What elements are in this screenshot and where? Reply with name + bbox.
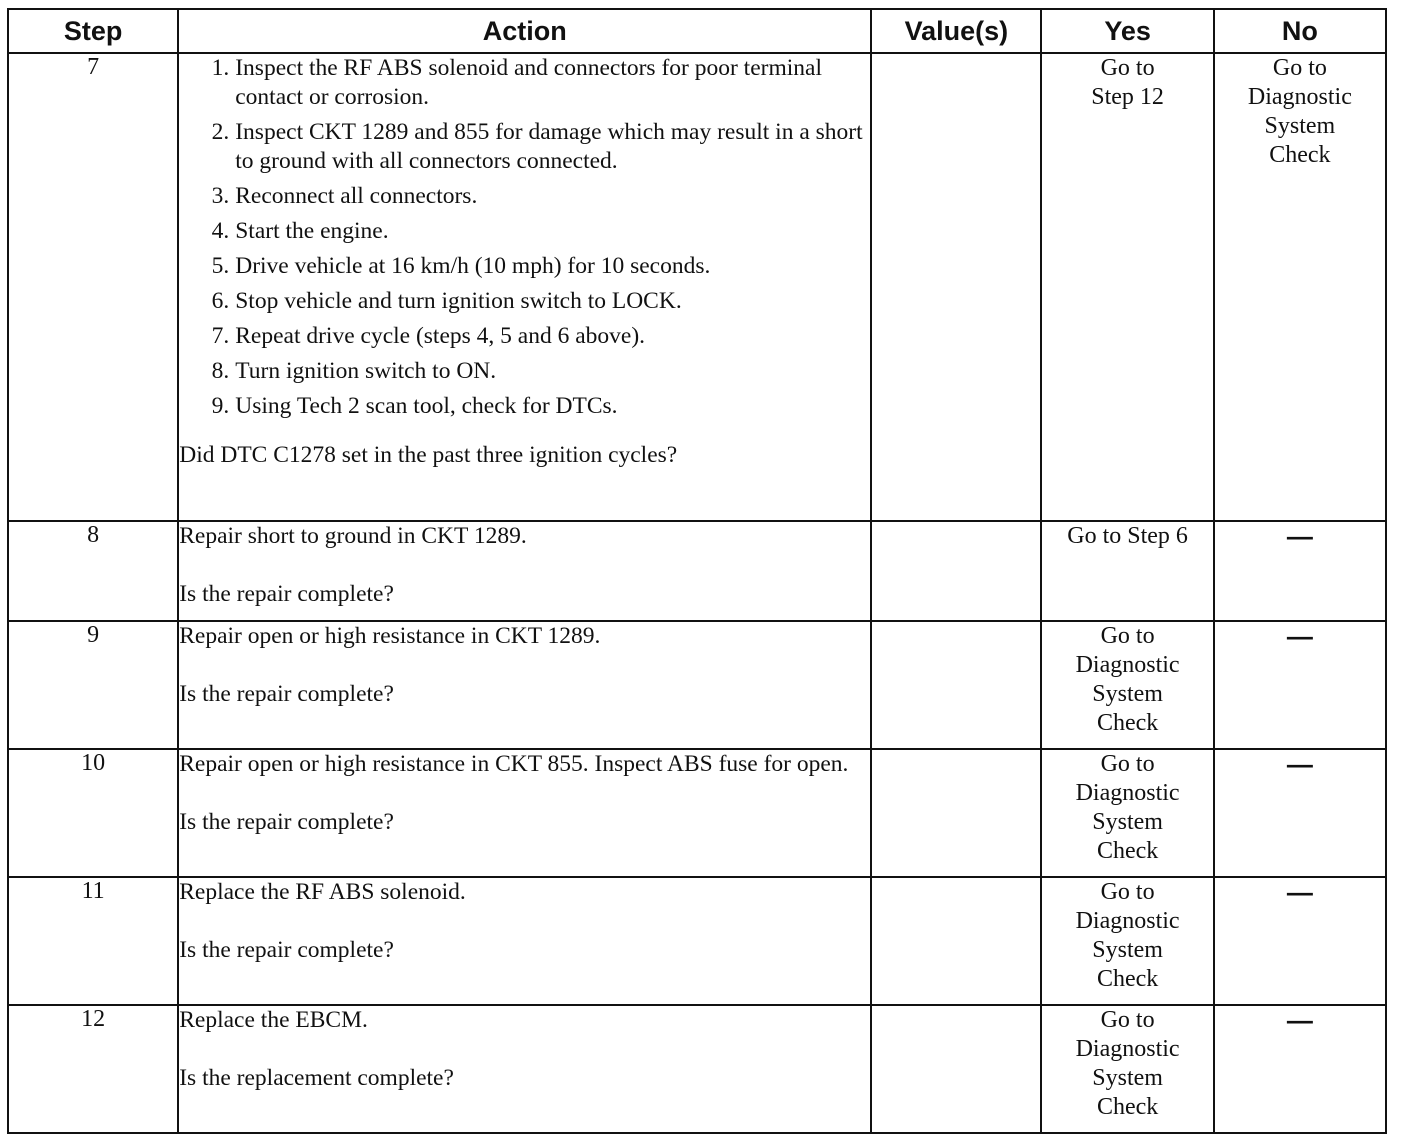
action-list-item	[179, 182, 870, 211]
no-cell	[1214, 1005, 1386, 1133]
action-text: Repair open or high resistance in CKT 855. Inspect ABS fuse for open.	[179, 751, 849, 777]
table-row	[8, 749, 1386, 877]
value-cell	[871, 1005, 1041, 1133]
yes-result: Go to Diagnostic System Check	[1075, 879, 1180, 992]
table-row	[8, 53, 1386, 521]
no-result: —	[1286, 521, 1313, 551]
action-step-list	[179, 54, 870, 421]
yes-result: Go to Diagnostic System Check	[1075, 623, 1180, 736]
header-no: No	[1214, 9, 1386, 53]
no-cell	[1214, 749, 1386, 877]
action-cell	[178, 877, 871, 1005]
item-number: 1.	[211, 55, 230, 81]
no-cell	[1214, 53, 1386, 521]
action-list-item	[179, 322, 870, 351]
table-row	[8, 877, 1386, 1005]
item-text: Inspect CKT 1289 and 855 for damage which may result in a short to ground with all connectors connected.	[235, 119, 863, 174]
item-text: Start the engine.	[235, 218, 389, 244]
yes-result: Go to Step 6	[1067, 523, 1188, 549]
item-number: 8.	[211, 358, 230, 384]
action-cell	[178, 53, 871, 521]
item-text: Inspect the RF ABS solenoid and connectors for poor terminal contact or corrosion.	[235, 55, 822, 110]
yes-cell	[1041, 877, 1213, 1005]
action-list-item	[179, 392, 870, 421]
action-cell	[178, 749, 871, 877]
step-number: 9	[8, 621, 178, 749]
header-yes: Yes	[1041, 9, 1213, 53]
action-question: Is the repair complete?	[179, 581, 394, 607]
step-number: 7	[8, 53, 178, 521]
action-cell	[178, 521, 871, 621]
no-cell	[1214, 521, 1386, 621]
item-number: 3.	[211, 183, 230, 209]
item-number: 4.	[211, 218, 230, 244]
item-text: Using Tech 2 scan tool, check for DTCs.	[235, 393, 618, 419]
action-list-item	[179, 118, 870, 176]
value-cell	[871, 521, 1041, 621]
no-result: Go to Diagnostic System Check	[1247, 55, 1352, 168]
step-number: 12	[8, 1005, 178, 1133]
value-cell	[871, 53, 1041, 521]
no-result: —	[1286, 749, 1313, 779]
item-number: 7.	[211, 323, 230, 349]
action-text: Replace the RF ABS solenoid.	[179, 879, 466, 905]
action-cell	[178, 1005, 871, 1133]
value-cell	[871, 749, 1041, 877]
item-number: 9.	[211, 393, 230, 419]
action-list-item	[179, 217, 870, 246]
table-row	[8, 521, 1386, 621]
value-cell	[871, 621, 1041, 749]
item-text: Repeat drive cycle (steps 4, 5 and 6 above).	[235, 323, 646, 349]
yes-cell	[1041, 521, 1213, 621]
item-number: 5.	[211, 253, 230, 279]
yes-cell	[1041, 621, 1213, 749]
header-action: Action	[178, 9, 871, 53]
diagnostic-table	[7, 8, 1387, 1134]
table-row	[8, 1005, 1386, 1133]
item-text: Drive vehicle at 16 km/h (10 mph) for 10 seconds.	[235, 253, 711, 279]
action-text: Repair short to ground in CKT 1289.	[179, 523, 527, 549]
header-step: Step	[8, 9, 178, 53]
item-text: Stop vehicle and turn ignition switch to LOCK.	[235, 288, 682, 314]
header-row	[8, 9, 1386, 53]
yes-result: Go to Step 12	[1091, 55, 1164, 110]
action-question: Is the repair complete?	[179, 937, 394, 963]
action-cell	[178, 621, 871, 749]
item-text: Turn ignition switch to ON.	[235, 358, 497, 384]
no-cell	[1214, 621, 1386, 749]
step-number: 11	[8, 877, 178, 1005]
action-text: Replace the EBCM.	[179, 1007, 368, 1033]
no-result: —	[1286, 1005, 1313, 1035]
no-cell	[1214, 877, 1386, 1005]
item-text: Reconnect all connectors.	[235, 183, 478, 209]
action-question: Did DTC C1278 set in the past three ignition cycles?	[179, 442, 678, 468]
action-list-item	[179, 287, 870, 316]
action-list-item	[179, 54, 870, 112]
value-cell	[871, 877, 1041, 1005]
yes-cell	[1041, 1005, 1213, 1133]
yes-cell	[1041, 53, 1213, 521]
yes-cell	[1041, 749, 1213, 877]
action-question: Is the repair complete?	[179, 681, 394, 707]
header-values: Value(s)	[871, 9, 1041, 53]
no-result: —	[1286, 877, 1313, 907]
step-number: 8	[8, 521, 178, 621]
action-question: Is the replacement complete?	[179, 1065, 454, 1091]
action-list-item	[179, 357, 870, 386]
action-list-item	[179, 252, 870, 281]
yes-result: Go to Diagnostic System Check	[1075, 1007, 1180, 1120]
action-question: Is the repair complete?	[179, 809, 394, 835]
step-number: 10	[8, 749, 178, 877]
no-result: —	[1286, 621, 1313, 651]
table-row	[8, 621, 1386, 749]
item-number: 6.	[211, 288, 230, 314]
yes-result: Go to Diagnostic System Check	[1075, 751, 1180, 864]
action-text: Repair open or high resistance in CKT 1289.	[179, 623, 601, 649]
item-number: 2.	[211, 119, 230, 145]
